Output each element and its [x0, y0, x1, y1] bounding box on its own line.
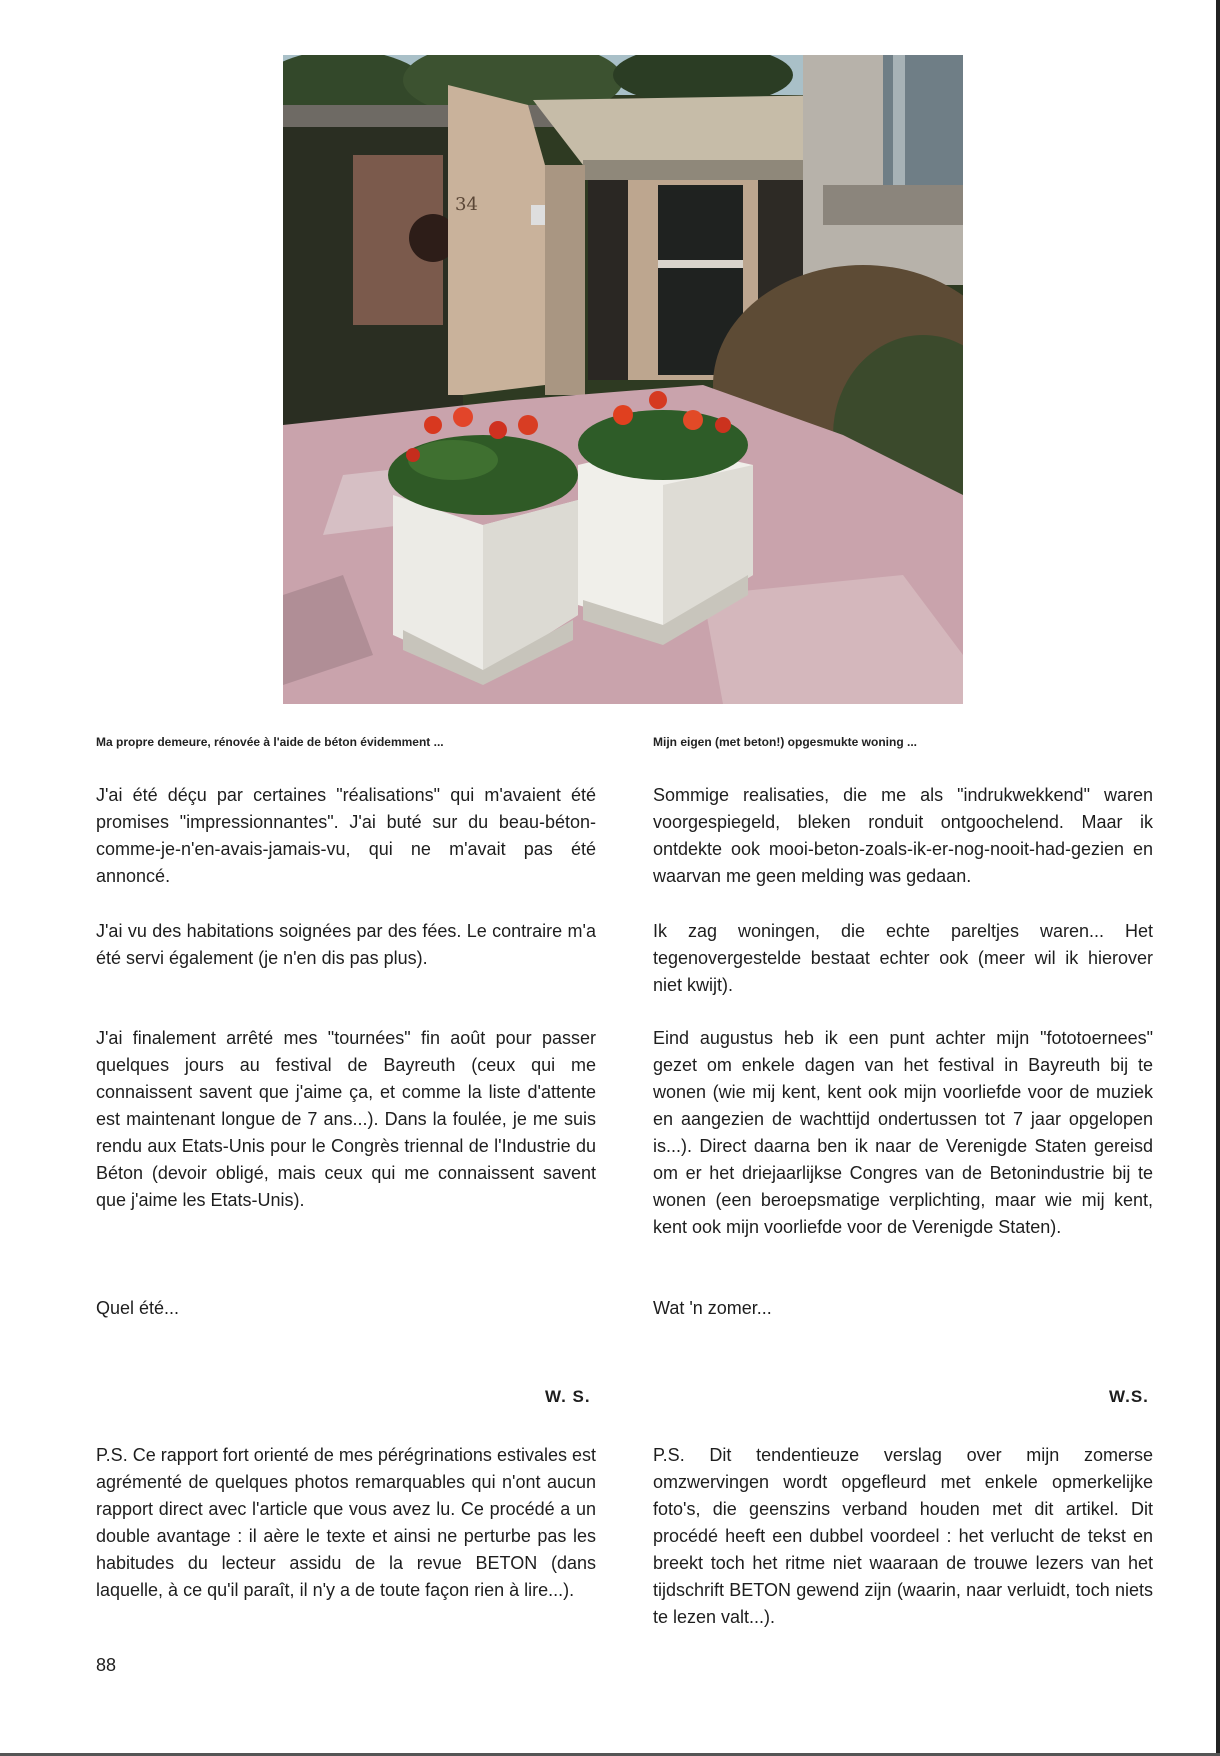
page-number: 88 — [96, 1655, 117, 1675]
dutch-postscript — [653, 1442, 1153, 1631]
caption-dutch: Mijn eigen (met beton!) opgesmukte woning ... — [653, 735, 917, 749]
dutch-paragraph-2 — [653, 918, 1153, 999]
dutch-p1-text: Sommige realisaties, die me als "indrukwekkend" waren voorgespiegeld, bleken ronduit ontgoochelend. Maar ik ontdekte ook mooi-beton-zoals-ik-er-nog-nooit-had-gezien en waarvan me geen melding was gedaan. — [653, 785, 1153, 886]
french-p4-text: Quel été... — [96, 1298, 180, 1318]
french-ps-text: P.S. Ce rapport fort orienté de mes pérégrinations estivales est agrémenté de quelques photos remarquables qui n'ont aucun rapport direct avec l'article que vous avez lu. Ce procédé a un double avantage : il aère le texte et ainsi ne perturbe pas les habitudes du lecteur assidu de la revue BETON (dans laquelle, à ce qu'il paraît, il n'y a de toute façon rien à lire...). — [96, 1445, 596, 1600]
house-photo — [283, 55, 963, 704]
dutch-ps-text: P.S. Dit tendentieuze verslag over mijn zomerse omzwervingen wordt opgefleurd met enkele opmerkelijke foto's, die geenszins verband houden met dit artikel. Dit procédé heeft een dubbel voordeel : het verlucht de tekst en breekt toch het ritme niet waaraan de trouwe lezers van het tijdschrift BETON gewend zijn (waarin, naar verluidt, toch niets te lezen valt...). — [653, 1445, 1153, 1627]
french-paragraph-1 — [96, 782, 596, 890]
french-p1-text: J'ai été déçu par certaines "réalisations" qui m'avaient été promises "impressionnantes". J'ai buté sur du beau-béton-comme-je-n'en-avais-jamais-vu, qui ne m'avait pas été annoncé. — [96, 785, 596, 886]
dutch-paragraph-4 — [653, 1295, 1153, 1322]
signature-dutch: W.S. — [1109, 1387, 1149, 1406]
french-p2-text: J'ai vu des habitations soignées par des fées. Le contraire m'a été servi également (je n'en dis pas plus). — [96, 921, 596, 968]
dutch-p4-text: Wat 'n zomer... — [653, 1298, 772, 1318]
dutch-paragraph-1 — [653, 782, 1153, 890]
dutch-paragraph-3 — [653, 1025, 1153, 1241]
french-paragraph-4 — [96, 1295, 596, 1322]
french-paragraph-3 — [96, 1025, 596, 1214]
french-postscript — [96, 1442, 596, 1604]
page-right-edge — [1216, 0, 1220, 1756]
dutch-p3-text: Eind augustus heb ik een punt achter mijn "fototoernees" gezet om enkele dagen van het festival in Bayreuth bij te wonen (wie mij kent, kent ook mijn voorliefde voor de muziek en aangezien de wachttijd ondertussen tot 7 jaar opgelopen is...). Direct daarna ben ik naar de Verenigde Staten gereisd om er het driejaarlijkse Congres van de Betonindustrie bij te wonen (een beroepsmatige verplichting, maar wie mij kent, kent ook mijn voorliefde voor de Verenigde Staten). — [653, 1028, 1153, 1237]
french-p3-text: J'ai finalement arrêté mes "tournées" fin août pour passer quelques jours au festival de Bayreuth (ceux qui me connaissent savent que j'aime ça, et comme la liste d'attente est maintenant longue de 7 ans...). Dans la foulée, je me suis rendu aux Etats-Unis pour le Congrès triennal de l'Industrie du Béton (devoir obligé, mais ceux qui me connaissent savent que j'aime les Etats-Unis). — [96, 1028, 596, 1210]
signature-french: W. S. — [545, 1387, 591, 1406]
house-number: 34 — [455, 194, 478, 215]
french-paragraph-2 — [96, 918, 596, 972]
caption-french: Ma propre demeure, rénovée à l'aide de béton évidemment ... — [96, 735, 444, 749]
dutch-p2-text: Ik zag woningen, die echte pareltjes waren... Het tegenovergestelde bestaat echter ook (meer wil ik hierover niet kwijt). — [653, 921, 1153, 995]
